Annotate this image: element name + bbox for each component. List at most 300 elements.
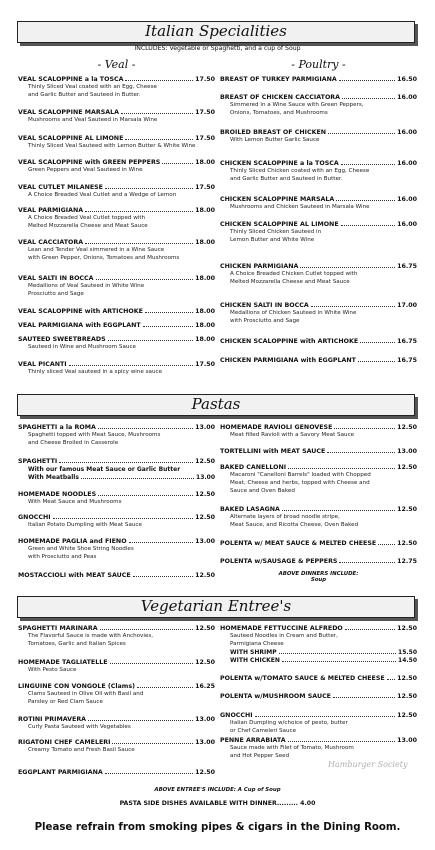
menu-item-price: 16.75 (397, 357, 417, 364)
leader-dots (98, 491, 193, 496)
leader-dots (334, 424, 395, 429)
menu-item (220, 94, 417, 118)
menu-item-price: 12.50 (397, 506, 417, 513)
leader-dots (358, 357, 395, 362)
menu-item-name: VEAL SCALOPPINE with GREEN PEPPERS (18, 159, 161, 166)
menu-item-header (18, 361, 215, 369)
fettuccine-option (220, 649, 417, 657)
menu-item-header (220, 540, 417, 548)
menu-item-header (18, 336, 215, 344)
menu-item (220, 357, 417, 365)
leader-dots (162, 159, 193, 164)
menu-item-price: 18.00 (195, 308, 215, 315)
menu-item-description: Meat, Cheese and herbs, topped with Cheese and (230, 480, 370, 487)
menu-item-header (18, 135, 215, 143)
menu-item-name: EGGPLANT PARMIGIANA (18, 769, 103, 776)
menu-item-description: Sauce and Oven Baked (230, 488, 295, 494)
menu-item-name: VEAL SCALOPPINE with ARTICHOKE (18, 308, 143, 315)
fettuccine-option (220, 657, 417, 665)
menu-item (18, 491, 215, 507)
pastas-banner: Pastas (17, 394, 415, 416)
menu-item-header (220, 448, 417, 456)
veal-heading: - Veal - (97, 58, 136, 71)
menu-item-header (18, 109, 215, 117)
menu-item-description: Melted Mozzarella Cheese and Meat Sauce (28, 223, 148, 230)
leader-dots (336, 196, 395, 201)
menu-item-name: BREAST OF CHICKEN CACCIATORA (220, 94, 341, 101)
menu-item-header (220, 693, 417, 701)
menu-item-price: 16.75 (397, 263, 417, 270)
menu-item-name: MOSTACCIOLI with MEAT SAUCE (18, 572, 131, 579)
includes-note: INCLUDES: Vegetable or Spaghetti, and a cup of Soup (134, 45, 301, 52)
menu-item-name: BAKED LASAGNA (220, 506, 280, 513)
menu-item-header (220, 424, 417, 432)
menu-item-header (18, 572, 215, 580)
menu-item (18, 716, 215, 732)
menu-item-name: SAUTEED SWEETBREADS (18, 336, 106, 343)
menu-item-description: Melted Mozzarella Cheese and Meat Sauce (230, 279, 350, 286)
menu-item-name: HOMEMADE RAVIOLI GENOVESE (220, 424, 333, 431)
menu-item-price: 16.00 (397, 129, 417, 136)
menu-item-price: 12.50 (195, 625, 215, 632)
menu-item-name: GNOCCHI (18, 514, 51, 521)
leader-dots (255, 712, 395, 717)
pastas-note (220, 571, 417, 583)
menu-item-description: Thinly Sliced Chicken Sauteed in (230, 229, 322, 236)
menu-item-price: 12.50 (397, 675, 417, 682)
menu-item-name: CHICKEN PARMIGIANA with EGGPLANT (220, 357, 356, 364)
menu-item-price: 12.50 (397, 712, 417, 719)
menu-item-name: VEAL CACCIATORA (18, 239, 84, 246)
menu-item-description: Prosciutto and Sage (28, 291, 84, 298)
menu-item-description: The Flavorful Sauce is made with Anchovies, (28, 633, 154, 640)
watermark: Hamburger Society (328, 760, 408, 769)
menu-item-header (220, 712, 417, 720)
menu-item (220, 506, 417, 530)
menu-item-header (18, 322, 215, 330)
leader-dots (282, 657, 396, 662)
menu-item (220, 558, 417, 566)
menu-item-price: 12.50 (397, 625, 417, 632)
menu-item-price: 16.00 (397, 160, 417, 167)
menu-item-header (18, 184, 215, 192)
menu-item-description: Macaroni "Canelloni Barrels" loaded with Chopped (230, 472, 371, 479)
menu-item (18, 514, 215, 530)
menu-item-description: Italian Potato Dumpling with Meat Sauce (28, 522, 142, 529)
menu-item-name: POLENTA w/ MEAT SAUCE & MELTED CHEESE (220, 540, 377, 547)
menu-item-description: Mushrooms and Veal Sauteed in Marsala Wine (28, 117, 158, 124)
menu-item-price: 13.00 (195, 538, 215, 545)
menu-item-header (18, 207, 215, 215)
menu-item (220, 540, 417, 548)
menu-item (220, 129, 417, 145)
leader-dots (339, 76, 395, 81)
menu-item (18, 659, 215, 675)
menu-item-description: with Prosciutto and Sage (230, 318, 300, 325)
leader-dots (69, 361, 193, 366)
menu-item-description: Sauteed Noodles in Cream and Butter, (230, 633, 338, 640)
menu-item-header (220, 675, 417, 683)
menu-item-price: 18.00 (195, 322, 215, 329)
menu-item (18, 769, 215, 777)
menu-item-header (18, 458, 215, 466)
menu-item-price: 17.50 (195, 76, 215, 83)
leader-dots (125, 76, 193, 81)
menu-item (18, 239, 215, 263)
menu-item (220, 448, 417, 456)
menu-item-description: Parsley or Red Clam Sauce (28, 699, 103, 706)
menu-item-header (18, 76, 215, 84)
menu-item-description: A Choice Breaded Veal Cutlet topped with (28, 215, 146, 222)
menu-item (220, 625, 417, 664)
menu-item-name: POLENTA w/MUSHROOM SAUCE (220, 693, 331, 700)
leader-dots (125, 135, 193, 140)
fettuccine-option-label: WITH SHRIMP (230, 649, 277, 656)
menu-item-name: TORTELLINI with MEAT SAUCE (220, 448, 326, 455)
menu-item-price: 18.00 (195, 336, 215, 343)
menu-item-description: Spaghetti topped with Meat Sauce, Mushrooms (28, 432, 161, 439)
menu-item (18, 625, 215, 649)
menu-item-name: VEAL PICANTI (18, 361, 67, 368)
pastas-note-line2: Soup (310, 577, 327, 583)
menu-item-description: With Pesto Sauce (28, 667, 77, 674)
menu-item-description: Sauce made with Filet of Tomato, Mushroom (230, 745, 354, 752)
menu-item-price: 12.50 (195, 514, 215, 521)
menu-item-header (220, 357, 417, 365)
leader-dots (112, 739, 193, 744)
fettuccine-option-label: WITH CHICKEN (230, 656, 280, 664)
menu-item-description: Medallions of Veal Sauteed in White Wine (28, 283, 145, 290)
leader-dots (279, 649, 396, 654)
spaghetti-sauce-option (18, 466, 215, 474)
menu-item-header (18, 538, 215, 546)
spaghetti-meatballs-option (18, 474, 215, 482)
menu-item-price: 16.25 (195, 683, 215, 690)
menu-item-header (18, 308, 215, 316)
menu-item (18, 739, 215, 755)
veg-note: ABOVE ENTREE'S INCLUDE: A Cup of Soup (154, 787, 281, 793)
menu-item-description: Medallions of Chicken Sauteed in White Wine (230, 310, 357, 317)
leader-dots (133, 572, 193, 577)
menu-item-price: 13.00 (195, 739, 215, 746)
menu-item-name: RIGATONI CHEF CAMELERI (18, 739, 111, 746)
leader-dots (85, 239, 193, 244)
menu-item-name: LINGUINE CON VONGOLE (Clams) (18, 683, 135, 690)
leader-dots (129, 538, 194, 543)
menu-item (220, 464, 417, 496)
menu-item-name: POLENTA w/TOMATO SAUCE & MELTED CHEESE (220, 675, 385, 682)
menu-item (18, 207, 215, 231)
menu-item-header (220, 129, 417, 137)
menu-item (18, 572, 215, 580)
menu-item-price: 18.00 (195, 275, 215, 282)
menu-item-description: Curly Pasta Sauteed with Vegetables (28, 724, 131, 731)
leader-dots (311, 302, 395, 307)
menu-item-description: Thinly Sliced Veal Sauteed with Lemon Butter & White Wine (28, 143, 196, 150)
menu-item-name: CHICKEN SCALOPPINE with ARTICHOKE (220, 338, 359, 345)
leader-dots (360, 338, 395, 343)
menu-item-description: and Garlic Butter and Sauteed in Butter. (230, 176, 343, 183)
menu-item-price: 16.75 (397, 338, 417, 345)
leader-dots (105, 184, 193, 189)
menu-item (18, 159, 215, 175)
menu-item-header (18, 739, 215, 747)
menu-item-header (220, 338, 417, 346)
menu-item-header (18, 239, 215, 247)
menu-item-name: VEAL CUTLET MILANESE (18, 184, 103, 191)
leader-dots (300, 263, 395, 268)
menu-item-name: CHICKEN SCALOPPINE a la TOSCA (220, 160, 339, 167)
menu-item-header (220, 196, 417, 204)
menu-item-price: 12.50 (195, 458, 215, 465)
menu-item-description: or Chef Cameleri Sauce (230, 728, 297, 735)
menu-item-header (220, 160, 417, 168)
menu-item-description: Lemon Butter and White Wine (230, 237, 315, 244)
menu-item-price: 16.00 (397, 94, 417, 101)
menu-item-header (220, 221, 417, 229)
leader-dots (328, 129, 395, 134)
menu-item-description: A Choice Breaded Veal Cutlet and a Wedge of Lemon (28, 192, 177, 199)
leader-dots (339, 558, 395, 563)
leader-dots (96, 275, 194, 280)
menu-item-description: Alternate layers of broad noodle stripe, (230, 514, 340, 521)
leader-dots (143, 322, 193, 327)
menu-item-header (220, 94, 417, 102)
menu-item-name: HOMEMADE TAGLIATELLE (18, 659, 108, 666)
menu-item (220, 263, 417, 287)
menu-item-price: 12.75 (397, 558, 417, 565)
menu-item-price: 12.50 (195, 572, 215, 579)
menu-item (18, 683, 215, 707)
menu-item-description: with Green Pepper, Onions, Tomatoes and Mushrooms (28, 255, 180, 262)
menu-item (220, 712, 417, 736)
menu-item-header (220, 625, 417, 633)
menu-item (220, 160, 417, 184)
menu-item-description: A Choice Breaded Chicken Cutlet topped with (230, 271, 358, 278)
menu-item-description: With Meat Sauce and Mushrooms (28, 499, 122, 506)
menu-item (220, 424, 417, 440)
menu-item (220, 76, 417, 84)
leader-dots (137, 683, 193, 688)
menu-item-name: ROTINI PRIMAVERA (18, 716, 87, 723)
menu-item-price: 18.00 (195, 207, 215, 214)
menu-item-header (220, 302, 417, 310)
menu-item-price: 13.00 (195, 424, 215, 431)
menu-item-price: 18.00 (195, 239, 215, 246)
menu-item-description: and Garlic Butter and Sauteed in Butter. (28, 92, 141, 99)
menu-item-description: Simmered in a Wine Sauce with Green Peppers, (230, 102, 364, 109)
leader-dots (98, 424, 193, 429)
menu-item-name: VEAL PARMIGIANA with EGGPLANT (18, 322, 141, 329)
menu-item-name: HOMEMADE FETTUCCINE ALFREDO (220, 625, 343, 632)
menu-item-description: Meat Sauce, and Ricotta Cheese, Oven Baked (230, 522, 359, 529)
menu-item-description: and Hot Pepper Seed (230, 753, 290, 760)
menu-item-description: with Prosciutto and Peas (28, 554, 97, 561)
menu-item-name: BROILED BREAST OF CHICKEN (220, 129, 327, 136)
menu-item-price: 12.50 (397, 424, 417, 431)
menu-item (18, 308, 215, 316)
poultry-heading: - Poultry - (291, 58, 346, 71)
smoking-notice: Please refrain from smoking pipes & cigars in the Dining Room. (34, 822, 401, 833)
menu-item-price: 16.00 (397, 196, 417, 203)
pastas-note-line1: ABOVE DINNERS INCLUDE: (278, 571, 359, 577)
spaghetti-sauce-label: With our famous Meat Sauce or Garlic Butter (28, 466, 181, 474)
leader-dots (59, 458, 193, 463)
menu-item-description: Thinly Sliced Veal coated with an Egg, Cheese (28, 84, 157, 91)
pasta-side-dishes: PASTA SIDE DISHES AVAILABLE WITH DINNER......... 4.00 (119, 800, 316, 807)
menu-item-name: VEAL SALTI IN BOCCA (18, 275, 94, 282)
menu-item-price: 13.00 (397, 737, 417, 744)
leader-dots (341, 221, 395, 226)
leader-dots (145, 308, 193, 313)
menu-item-name: VEAL SCALOPPINE AL LIMONE (18, 135, 124, 142)
menu-item-name: CHICKEN SALTI IN BOCCA (220, 302, 309, 309)
menu-item (18, 538, 215, 562)
menu-item-name: VEAL SCALOPPINE MARSALA (18, 109, 120, 116)
menu-item (220, 302, 417, 326)
leader-dots (327, 448, 395, 453)
menu-item-name: CHICKEN SCALOPPINE AL LIMONE (220, 221, 339, 228)
menu-item-header (220, 76, 417, 84)
menu-item-header (18, 275, 215, 283)
leader-dots (333, 693, 395, 698)
menu-item-name: PENNE ARRABIATA (220, 737, 286, 744)
menu-item (18, 322, 215, 330)
menu-item-price: 17.50 (195, 109, 215, 116)
menu-item (18, 109, 215, 125)
menu-item (18, 135, 215, 151)
menu-item-price: 12.50 (397, 540, 417, 547)
menu-item-name: BAKED CANELLONI (220, 464, 287, 471)
leader-dots (378, 540, 395, 545)
menu-item-header (18, 424, 215, 432)
menu-item-price: 12.50 (195, 769, 215, 776)
menu-item (220, 338, 417, 346)
menu-item-description: and Cheese Broiled in Casserole (28, 440, 119, 447)
menu-item (18, 458, 215, 482)
menu-item-header (18, 491, 215, 499)
menu-item-header (220, 464, 417, 472)
leader-dots (110, 659, 194, 664)
menu-item-name: HOMEMADE NOODLES (18, 491, 97, 498)
menu-item-description: Parmigiana Cheese (230, 641, 284, 648)
italian-specialities-banner: Italian Specialities (17, 21, 415, 43)
menu-item-price: 12.50 (195, 659, 215, 666)
menu-item-price: 17.50 (195, 135, 215, 142)
fettuccine-option-price: 14.50 (398, 656, 417, 664)
leader-dots (387, 675, 395, 680)
menu-item (220, 196, 417, 212)
menu-item-name: VEAL SCALOPPINE a la TOSCA (18, 76, 124, 83)
leader-dots (105, 769, 193, 774)
leader-dots (53, 514, 193, 519)
menu-item-price: 13.00 (397, 448, 417, 455)
menu-item-header (18, 659, 215, 667)
leader-dots (288, 464, 395, 469)
menu-item-description: Green Peppers and Veal Sauteed in Wine (28, 167, 143, 174)
menu-item (18, 424, 215, 448)
menu-item-description: Meat filled Ravioli with a Savory Meat Sauce (230, 432, 355, 439)
menu-item-header (18, 716, 215, 724)
menu-item-name: SPAGHETTI MARINARA (18, 625, 98, 632)
menu-item-name: VEAL PARMIGIANA (18, 207, 84, 214)
leader-dots (282, 506, 395, 511)
menu-item-description: Sauteed in Wine and Mushroom Sauce (28, 344, 136, 351)
menu-item-description: Green and White Shoe String Noodles (28, 546, 134, 553)
menu-item-description: Thinly sliced Veal sauteed in a spicy wine sauce (28, 369, 163, 376)
menu-item-header (220, 737, 417, 745)
menu-item-name: POLENTA w/SAUSAGE & PEPPERS (220, 558, 338, 565)
spaghetti-meatballs-label: With Meatballs (28, 474, 79, 481)
menu-item-name: BREAST OF TURKEY PARMIGIANA (220, 76, 337, 83)
menu-item-header (220, 263, 417, 271)
menu-item-price: 17.00 (397, 302, 417, 309)
menu-item-name: CHICKEN PARMIGIANA (220, 263, 299, 270)
menu-item-description: Creamy Tomato and Fresh Basil Sauce (28, 747, 135, 754)
menu-item-description: Onions, Tomatoes, and Mushrooms (230, 110, 328, 117)
menu-item (18, 275, 215, 299)
menu-item-price: 13.00 (195, 716, 215, 723)
leader-dots (81, 474, 194, 479)
spaghetti-meatballs-price: 13.00 (196, 474, 215, 481)
leader-dots (288, 737, 395, 742)
leader-dots (341, 160, 395, 165)
leader-dots (345, 625, 395, 630)
menu-item (18, 336, 215, 352)
menu-item-name: GNOCCHI (220, 712, 253, 719)
menu-item-description: Italian Dumpling w/choice of pesto, butter (230, 720, 348, 727)
menu-item-price: 16.00 (397, 221, 417, 228)
menu-item-header (18, 625, 215, 633)
leader-dots (121, 109, 193, 114)
menu-item-description: Thinly Sliced Chicken coated with an Egg, Cheese (230, 168, 370, 175)
menu-item (220, 675, 417, 683)
leader-dots (100, 625, 193, 630)
menu-item-description: Tomatoes, Garlic and Italian Spices (28, 641, 126, 648)
menu-item (220, 737, 417, 761)
menu-item-header (18, 683, 215, 691)
menu-item-description: Clams Sauteed in Olive Oil with Basil and (28, 691, 144, 698)
menu-item-header (18, 159, 215, 167)
leader-dots (85, 207, 193, 212)
menu-item (220, 221, 417, 245)
menu-item-price: 17.50 (195, 184, 215, 191)
menu-item-description: Mushrooms and Chicken Sauteed in Marsala Wine (230, 204, 370, 211)
menu-item-price: 12.50 (397, 693, 417, 700)
menu-item-price: 17.50 (195, 361, 215, 368)
vegetarian-entrees-banner: Vegetarian Entree's (17, 596, 415, 618)
menu-item-name: SPAGHETTI (18, 458, 58, 465)
menu-item-header (18, 514, 215, 522)
menu-item-header (18, 769, 215, 777)
menu-item-description: With Lemon Butter Garlic Sauce (230, 137, 320, 144)
menu-item (220, 693, 417, 701)
menu-item-name: SPAGHETTI a la ROMA (18, 424, 96, 431)
menu-item-price: 16.50 (397, 76, 417, 83)
leader-dots (342, 94, 395, 99)
menu-item-price: 12.50 (195, 491, 215, 498)
leader-dots (88, 716, 193, 721)
menu-item-header (220, 558, 417, 566)
fettuccine-option-price: 15.50 (398, 649, 417, 656)
menu-item (18, 184, 215, 200)
menu-item-name: HOMEMADE PAGLIA and FIENO (18, 538, 127, 545)
menu-item (18, 76, 215, 100)
menu-item-header (220, 506, 417, 514)
menu-item (18, 361, 215, 377)
leader-dots (108, 336, 193, 341)
menu-item-description: Lean and Tender Veal simmered in a Wine Sauce (28, 247, 165, 254)
